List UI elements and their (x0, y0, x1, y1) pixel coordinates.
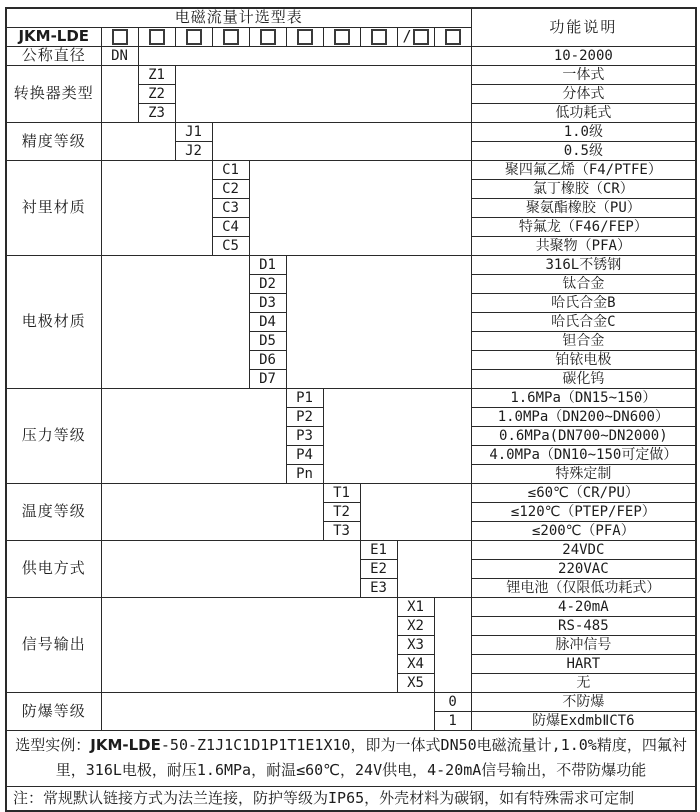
example-detail: -50-Z1J1C1D1P1T1E1X10，即为一体式DN50电磁流量计,1.0%精度，四氟衬里，316L电极，耐压1.6MPa，耐温≤60℃，24V供电，4-20mA信号输出，不带防爆功能 (55, 735, 687, 779)
model-digit-cell-1 (101, 27, 138, 46)
model-digit-cell-9 (397, 27, 434, 46)
code-T3: T3 (323, 521, 360, 540)
checkbox-icon (223, 29, 239, 45)
desc-D3: 哈氏合金B (471, 293, 696, 312)
checkbox-icon (260, 29, 276, 45)
desc-T1: ≤60℃（CR/PU） (471, 483, 696, 502)
desc-X1: 4-20mA (471, 597, 696, 616)
desc-1: 防爆ExdmbⅡCT6 (471, 711, 696, 730)
spacer (323, 388, 471, 483)
spacer (101, 65, 138, 122)
spacer (101, 388, 286, 483)
code-X1: X1 (397, 597, 434, 616)
desc-P4: 4.0MPa（DN10~150可定做） (471, 445, 696, 464)
example-model: JKM-LDE (90, 735, 161, 754)
desc-Z2: 分体式 (471, 84, 696, 103)
desc-Z3: 低功耗式 (471, 103, 696, 122)
code-D2: D2 (249, 274, 286, 293)
desc-D6: 铂铱电极 (471, 350, 696, 369)
code-J1: J1 (175, 122, 212, 141)
desc-C1: 聚四氟乙烯（F4/PTFE） (471, 160, 696, 179)
desc-D1: 316L不锈钢 (471, 255, 696, 274)
code-T1: T1 (323, 483, 360, 502)
group-label-electrode-material: 电极材质 (6, 255, 101, 388)
desc-X3: 脉冲信号 (471, 635, 696, 654)
code-Pn: Pn (286, 464, 323, 483)
desc-D2: 钛合金 (471, 274, 696, 293)
spacer (138, 46, 471, 65)
code-Z2: Z2 (138, 84, 175, 103)
group-label-explosion-proof: 防爆等级 (6, 692, 101, 730)
code-J2: J2 (175, 141, 212, 160)
group-label-temperature: 温度等级 (6, 483, 101, 540)
checkbox-icon (149, 29, 165, 45)
desc-E3: 锂电池（仅限低功耗式） (471, 578, 696, 597)
code-D7: D7 (249, 369, 286, 388)
group-label-accuracy: 精度等级 (6, 122, 101, 160)
code-X4: X4 (397, 654, 434, 673)
selection-table (5, 7, 697, 812)
code-P1: P1 (286, 388, 323, 407)
desc-X5: 无 (471, 673, 696, 692)
code-D4: D4 (249, 312, 286, 331)
model-digit-cell-4 (212, 27, 249, 46)
spacer (101, 597, 397, 692)
desc-E1: 24VDC (471, 540, 696, 559)
desc-E2: 220VAC (471, 559, 696, 578)
code-X5: X5 (397, 673, 434, 692)
model-digit-cell-8 (360, 27, 397, 46)
checkbox-icon (445, 29, 461, 45)
spacer (249, 160, 471, 255)
desc-C3: 聚氨酯橡胶（PU） (471, 198, 696, 217)
spacer (101, 540, 360, 597)
code-Z3: Z3 (138, 103, 175, 122)
spacer (101, 255, 249, 388)
checkbox-icon (334, 29, 350, 45)
spacer (360, 483, 471, 540)
selection-example (6, 730, 696, 786)
code-C5: C5 (212, 236, 249, 255)
desc-P1: 1.6MPa（DN15~150） (471, 388, 696, 407)
code-P2: P2 (286, 407, 323, 426)
desc-D4: 哈氏合金C (471, 312, 696, 331)
spacer (101, 483, 323, 540)
spacer (101, 692, 434, 730)
checkbox-icon (413, 29, 429, 45)
desc-T3: ≤200℃（PFA） (471, 521, 696, 540)
desc-X4: HART (471, 654, 696, 673)
function-column-header: 功能说明 (471, 8, 696, 46)
code-DN: DN (101, 46, 138, 65)
slash-separator: / (402, 27, 412, 45)
desc-DN: 10-2000 (471, 46, 696, 65)
desc-C5: 共聚物（PFA） (471, 236, 696, 255)
code-C1: C1 (212, 160, 249, 179)
checkbox-icon (112, 29, 128, 45)
spacer (397, 540, 471, 597)
code-D5: D5 (249, 331, 286, 350)
spacer (212, 122, 471, 160)
desc-D7: 碳化钨 (471, 369, 696, 388)
spacer (175, 65, 471, 122)
checkbox-icon (371, 29, 387, 45)
code-T2: T2 (323, 502, 360, 521)
model-digit-cell-10 (434, 27, 471, 46)
checkbox-icon (297, 29, 313, 45)
desc-P2: 1.0MPa（DN200~DN600） (471, 407, 696, 426)
spacer (101, 122, 175, 160)
code-1: 1 (434, 711, 471, 730)
code-X2: X2 (397, 616, 434, 635)
desc-P3: 0.6MPa(DN700~DN2000) (471, 426, 696, 445)
code-P4: P4 (286, 445, 323, 464)
model-digit-cell-3 (175, 27, 212, 46)
model-digit-cell-2 (138, 27, 175, 46)
desc-T2: ≤120℃（PTEP/FEP） (471, 502, 696, 521)
model-digit-cell-7 (323, 27, 360, 46)
group-label-signal-output: 信号输出 (6, 597, 101, 692)
code-C4: C4 (212, 217, 249, 236)
page-title: 电磁流量计选型表 (6, 8, 471, 27)
code-0: 0 (434, 692, 471, 711)
code-E1: E1 (360, 540, 397, 559)
desc-D5: 钽合金 (471, 331, 696, 350)
desc-C2: 氯丁橡胶（CR） (471, 179, 696, 198)
desc-J2: 0.5级 (471, 141, 696, 160)
model-prefix: JKM-LDE (6, 27, 101, 46)
code-X3: X3 (397, 635, 434, 654)
code-P3: P3 (286, 426, 323, 445)
desc-J1: 1.0级 (471, 122, 696, 141)
checkbox-icon (186, 29, 202, 45)
example-prefix: 选型实例： (15, 735, 91, 754)
code-C3: C3 (212, 198, 249, 217)
group-label-power-supply: 供电方式 (6, 540, 101, 597)
code-D6: D6 (249, 350, 286, 369)
desc-Z1: 一体式 (471, 65, 696, 84)
group-label-pressure: 压力等级 (6, 388, 101, 483)
spacer (286, 255, 471, 388)
group-label-diameter: 公称直径 (6, 46, 101, 65)
desc-X2: RS-485 (471, 616, 696, 635)
code-Z1: Z1 (138, 65, 175, 84)
code-D1: D1 (249, 255, 286, 274)
model-digit-cell-6 (286, 27, 323, 46)
group-label-lining-material: 衬里材质 (6, 160, 101, 255)
group-label-converter-type: 转换器类型 (6, 65, 101, 122)
desc-C4: 特氟龙（F46/FEP） (471, 217, 696, 236)
desc-Pn: 特殊定制 (471, 464, 696, 483)
code-E3: E3 (360, 578, 397, 597)
spacer (101, 160, 212, 255)
spacer (434, 597, 471, 692)
code-C2: C2 (212, 179, 249, 198)
footnote: 注：常规默认链接方式为法兰连接，防护等级为IP65，外壳材料为碳钢，如有特殊需求可定制 (6, 786, 696, 811)
model-digit-cell-5 (249, 27, 286, 46)
desc-0: 不防爆 (471, 692, 696, 711)
code-E2: E2 (360, 559, 397, 578)
code-D3: D3 (249, 293, 286, 312)
